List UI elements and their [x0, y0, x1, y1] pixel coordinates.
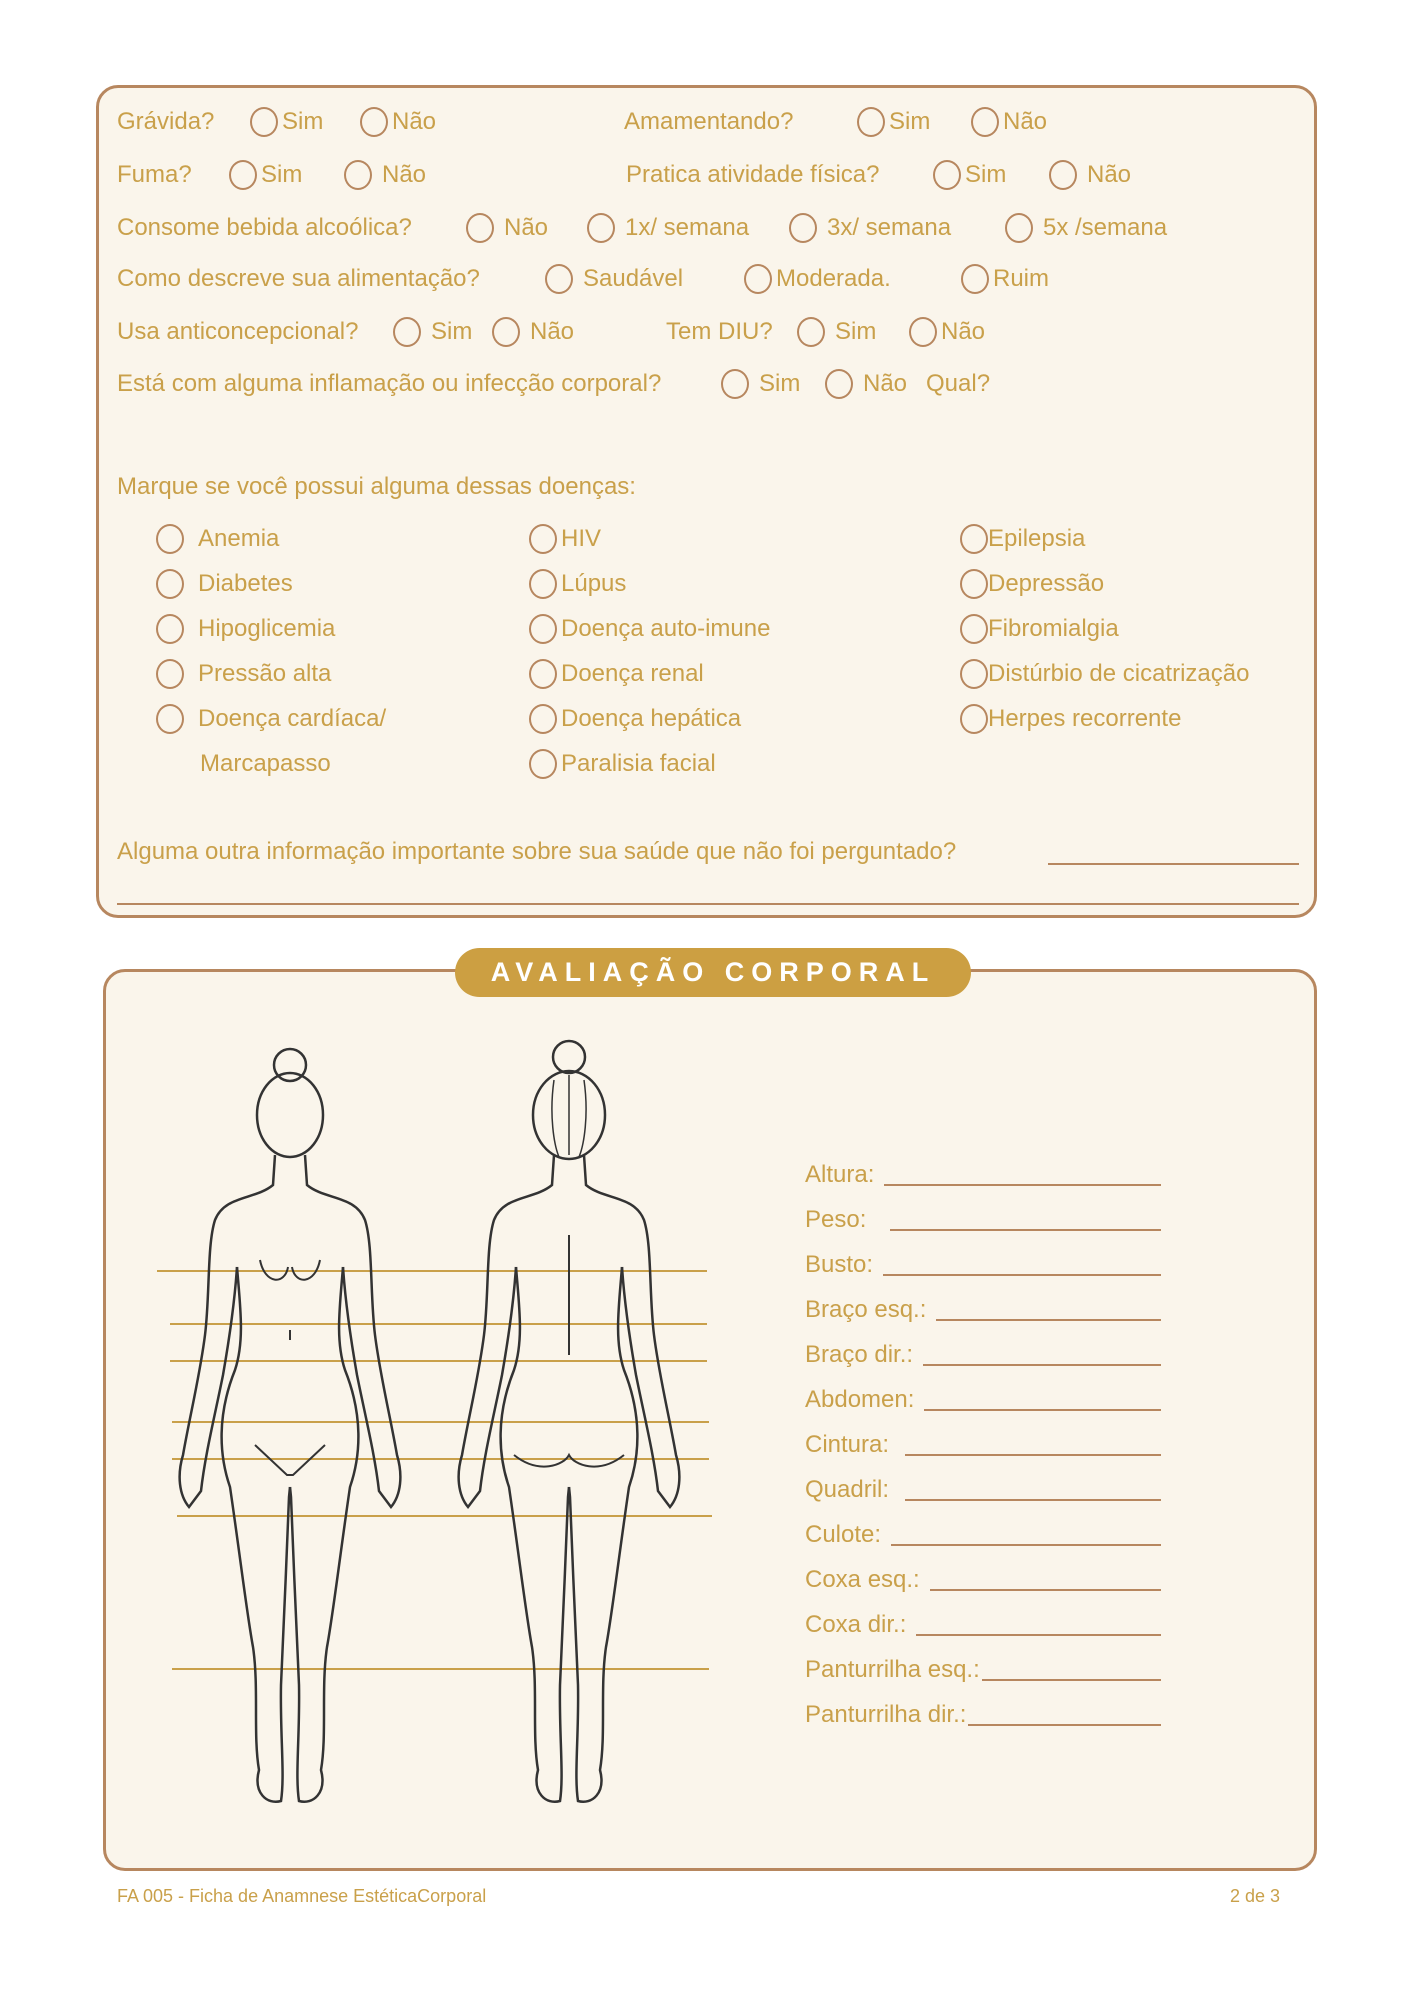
- measurement-field[interactable]: [805, 1205, 1161, 1235]
- inflammation-no-option[interactable]: [825, 369, 907, 399]
- option-label: Pressão alta: [198, 660, 332, 687]
- inflammation-yes-option[interactable]: [721, 369, 800, 399]
- measurement-input-line[interactable]: [891, 1544, 1161, 1546]
- measurement-label: Braço esq.:: [805, 1296, 927, 1323]
- option-label: Sim: [759, 370, 801, 397]
- alcohol-option[interactable]: [789, 213, 951, 243]
- contraceptive-yes-option[interactable]: [393, 317, 472, 347]
- measurement-field[interactable]: [805, 1385, 1161, 1415]
- measurement-input-line[interactable]: [905, 1454, 1161, 1456]
- breastfeeding-yes-option[interactable]: [857, 107, 930, 137]
- option-label: Não: [530, 318, 575, 345]
- option-label: Distúrbio de cicatrização: [988, 660, 1250, 687]
- checkbox-circle[interactable]: [960, 569, 988, 599]
- measurement-input-line[interactable]: [905, 1499, 1161, 1501]
- option-label: Doença auto-imune: [561, 615, 771, 642]
- disease-option[interactable]: [529, 614, 770, 644]
- measurement-label: Panturrilha esq.:: [805, 1656, 980, 1683]
- checkbox-circle[interactable]: [960, 614, 988, 644]
- checkbox-circle[interactable]: [529, 569, 557, 599]
- diet-option[interactable]: [744, 264, 891, 294]
- measurement-label: Coxa esq.:: [805, 1566, 920, 1593]
- inflammation-label: Está com alguma inflamação ou infecção corporal?: [117, 370, 662, 397]
- radio-button[interactable]: [789, 213, 817, 243]
- contraceptive-label: Usa anticoncepcional?: [117, 318, 359, 345]
- footer-document-name: FA 005 - Ficha de Anamnese EstéticaCorporal: [117, 1886, 487, 1906]
- measurement-field[interactable]: [805, 1565, 1161, 1595]
- iud-label: Tem DIU?: [666, 318, 773, 345]
- checkbox-circle[interactable]: [960, 524, 988, 554]
- head: [257, 1073, 323, 1157]
- option-label: Sim: [431, 318, 473, 345]
- measurement-label: Cintura:: [805, 1431, 890, 1458]
- measurement-input-line[interactable]: [884, 1184, 1161, 1186]
- radio-button[interactable]: [961, 264, 989, 294]
- option-label: Lúpus: [561, 570, 627, 597]
- radio-button[interactable]: [857, 107, 885, 137]
- diet-option[interactable]: [545, 264, 683, 294]
- option-label: Não: [1087, 161, 1132, 188]
- measurement-label: Coxa dir.:: [805, 1611, 907, 1638]
- option-label: Anemia: [198, 525, 280, 552]
- disease-option[interactable]: [529, 704, 741, 734]
- option-label: Herpes recorrente: [988, 705, 1182, 732]
- measurement-field[interactable]: [805, 1475, 1161, 1505]
- inflammation-which-label: Qual?: [926, 370, 991, 397]
- option-label: Moderada.: [776, 265, 891, 292]
- measurement-field[interactable]: [805, 1700, 1161, 1730]
- breastfeeding-label: Amamentando?: [624, 108, 794, 135]
- alcohol-option[interactable]: [1005, 213, 1167, 243]
- option-label: Não: [1003, 108, 1048, 135]
- checkbox-circle[interactable]: [156, 524, 184, 554]
- checkbox-circle[interactable]: [156, 659, 184, 689]
- measurement-input-line[interactable]: [924, 1409, 1161, 1411]
- disease-option[interactable]: [960, 659, 1249, 689]
- radio-button[interactable]: [360, 107, 388, 137]
- radio-button[interactable]: [909, 317, 937, 347]
- radio-button[interactable]: [492, 317, 520, 347]
- smokes-yes-option[interactable]: [229, 160, 302, 190]
- alcohol-option[interactable]: [466, 213, 548, 243]
- disease-option[interactable]: [529, 569, 626, 599]
- measurement-label: Culote:: [805, 1521, 882, 1548]
- measurement-input-line[interactable]: [923, 1364, 1161, 1366]
- radio-button[interactable]: [825, 369, 853, 399]
- measurement-label: Altura:: [805, 1161, 875, 1188]
- section-title-badge: AVALIAÇÃO CORPORAL: [455, 948, 971, 997]
- measurement-input-line[interactable]: [930, 1589, 1161, 1591]
- measurement-field[interactable]: [805, 1655, 1161, 1685]
- measurement-input-line[interactable]: [982, 1679, 1161, 1681]
- radio-button[interactable]: [250, 107, 278, 137]
- disease-option[interactable]: [156, 659, 331, 689]
- option-label: Ruim: [993, 265, 1050, 292]
- body-back-figure: [453, 1035, 685, 1810]
- pregnant-no-option[interactable]: [360, 107, 436, 137]
- measurement-input-line[interactable]: [936, 1319, 1161, 1321]
- pregnant-label: Grávida?: [117, 108, 215, 135]
- radio-button[interactable]: [344, 160, 372, 190]
- radio-button[interactable]: [721, 369, 749, 399]
- diet-label: Como descreve sua alimentação?: [117, 265, 480, 292]
- exercise-label: Pratica atividade física?: [626, 161, 880, 188]
- radio-button[interactable]: [797, 317, 825, 347]
- option-label: Sim: [965, 161, 1007, 188]
- alcohol-option[interactable]: [587, 213, 749, 243]
- diseases-heading: Marque se você possui alguma dessas doenças:: [117, 473, 636, 500]
- disease-option[interactable]: [156, 524, 279, 554]
- option-label: Não: [382, 161, 427, 188]
- option-label: Saudável: [583, 265, 684, 292]
- measurement-field[interactable]: [805, 1610, 1161, 1640]
- checkbox-circle[interactable]: [156, 569, 184, 599]
- option-label: Paralisia facial: [561, 750, 716, 777]
- alcohol-label: Consome bebida alcoólica?: [117, 214, 412, 241]
- radio-button[interactable]: [229, 160, 257, 190]
- body-front-figure: [174, 1035, 406, 1810]
- disease-option[interactable]: [156, 614, 335, 644]
- option-label: Doença cardíaca/: [198, 705, 387, 732]
- measurement-field[interactable]: [805, 1295, 1161, 1325]
- measurement-field[interactable]: [805, 1340, 1161, 1370]
- option-label: Sim: [261, 161, 303, 188]
- disease-option[interactable]: [529, 524, 601, 554]
- option-label: 5x /semana: [1043, 214, 1168, 241]
- radio-button[interactable]: [545, 264, 573, 294]
- option-label: Hipoglicemia: [198, 615, 336, 642]
- other-info-label: Alguma outra informação importante sobre sua saúde que não foi perguntado?: [117, 838, 957, 865]
- breastfeeding-no-option[interactable]: [971, 107, 1047, 137]
- option-label: Epilepsia: [988, 525, 1086, 552]
- exercise-yes-option[interactable]: [933, 160, 1006, 190]
- radio-button[interactable]: [1049, 160, 1077, 190]
- smokes-no-option[interactable]: [344, 160, 426, 190]
- option-label: Sim: [889, 108, 931, 135]
- checkbox-circle[interactable]: [156, 704, 184, 734]
- checkbox-circle[interactable]: [529, 614, 557, 644]
- disease-option[interactable]: [156, 704, 386, 734]
- option-label: HIV: [561, 525, 602, 552]
- measurement-label: Abdomen:: [805, 1386, 915, 1413]
- option-label: 1x/ semana: [625, 214, 750, 241]
- checkbox-circle[interactable]: [529, 704, 557, 734]
- radio-button[interactable]: [744, 264, 772, 294]
- option-label: Não: [941, 318, 986, 345]
- option-label: Doença renal: [561, 660, 704, 687]
- checkbox-circle[interactable]: [960, 659, 988, 689]
- disease-option[interactable]: [960, 524, 1085, 554]
- measurement-input-line[interactable]: [916, 1634, 1161, 1636]
- measurement-field[interactable]: [805, 1430, 1161, 1460]
- measurement-field[interactable]: [805, 1520, 1161, 1550]
- disease-option[interactable]: [156, 569, 293, 599]
- diet-option[interactable]: [961, 264, 1049, 294]
- measurement-label: Braço dir.:: [805, 1341, 914, 1368]
- option-label: Sim: [282, 108, 324, 135]
- measurement-field[interactable]: [805, 1160, 1161, 1190]
- measurement-input-line[interactable]: [968, 1724, 1161, 1726]
- measurement-input-line[interactable]: [890, 1229, 1161, 1231]
- measurement-label: Busto:: [805, 1251, 874, 1278]
- option-label: Doença hepática: [561, 705, 742, 732]
- radio-button[interactable]: [393, 317, 421, 347]
- checkbox-circle[interactable]: [156, 614, 184, 644]
- option-label: Diabetes: [198, 570, 293, 597]
- option-label: Fibromialgia: [988, 615, 1119, 642]
- option-label: 3x/ semana: [827, 214, 952, 241]
- radio-button[interactable]: [971, 107, 999, 137]
- disease-option[interactable]: [960, 614, 1119, 644]
- smokes-label: Fuma?: [117, 161, 192, 188]
- other-info-input-line-2[interactable]: [117, 903, 1299, 905]
- measurement-label: Quadril:: [805, 1476, 890, 1503]
- disease-option[interactable]: [529, 749, 716, 779]
- pregnant-yes-option[interactable]: [250, 107, 323, 137]
- contraceptive-no-option[interactable]: [492, 317, 574, 347]
- iud-no-option[interactable]: [909, 317, 985, 347]
- radio-button[interactable]: [466, 213, 494, 243]
- footer-page-number: 2 de 3: [1229, 1886, 1280, 1906]
- radio-button[interactable]: [1005, 213, 1033, 243]
- option-label: Não: [392, 108, 437, 135]
- disease-label-continued: Marcapasso: [200, 750, 331, 777]
- option-label: Sim: [835, 318, 877, 345]
- checkbox-circle[interactable]: [529, 749, 557, 779]
- hair-bun: [553, 1041, 585, 1073]
- checkbox-circle[interactable]: [529, 659, 557, 689]
- iud-yes-option[interactable]: [797, 317, 876, 347]
- option-label: Não: [504, 214, 549, 241]
- measurement-label: Peso:: [805, 1206, 867, 1233]
- measurement-input-line[interactable]: [883, 1274, 1161, 1276]
- measurement-label: Panturrilha dir.:: [805, 1701, 967, 1728]
- other-info-input-line[interactable]: [1048, 863, 1299, 865]
- option-label: Depressão: [988, 570, 1105, 597]
- checkbox-circle[interactable]: [529, 524, 557, 554]
- disease-option[interactable]: [529, 659, 704, 689]
- measurement-field[interactable]: [805, 1250, 1161, 1280]
- radio-button[interactable]: [587, 213, 615, 243]
- radio-button[interactable]: [933, 160, 961, 190]
- disease-option[interactable]: [960, 569, 1104, 599]
- exercise-no-option[interactable]: [1049, 160, 1131, 190]
- option-label: Não: [863, 370, 908, 397]
- checkbox-circle[interactable]: [960, 704, 988, 734]
- disease-option[interactable]: [960, 704, 1181, 734]
